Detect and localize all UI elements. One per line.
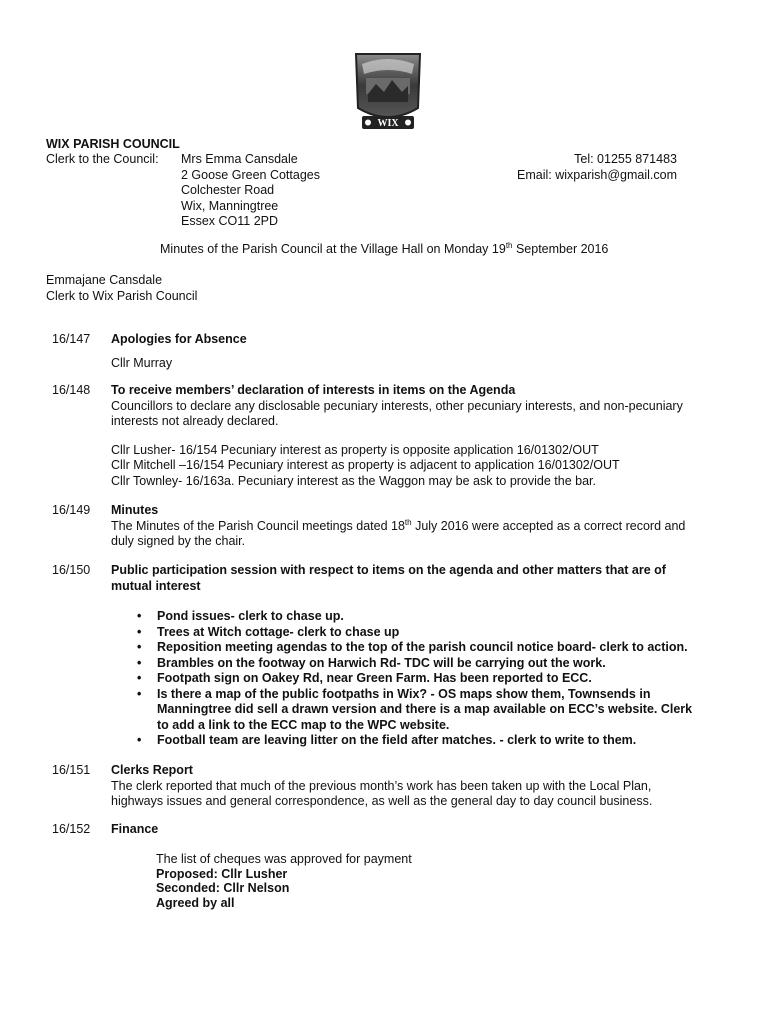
item-text-line: Councillors to declare any disclosable pecuniary interests, other pecuniary interests, and non-pecuniary	[111, 398, 683, 413]
item-text-line	[111, 519, 711, 535]
proposed-by: Proposed: Cllr Lusher	[156, 866, 288, 881]
interest-declaration: Cllr Townley- 16/163a. Pecuniary interest as the Waggon may be ask to provide the bar.	[111, 473, 596, 488]
crest-banner-text: WIX	[377, 118, 399, 129]
list-item	[137, 671, 717, 687]
list-item	[137, 640, 717, 656]
address-line: Essex CO11 2PD	[181, 214, 279, 228]
item-number: 16/150	[52, 563, 91, 577]
list-item-text: Reposition meeting agendas to the top of the parish council notice board- clerk to action.	[157, 640, 688, 654]
signoff-role: Clerk to Wix Parish Council	[46, 288, 198, 303]
item-heading: Apologies for Absence	[111, 332, 247, 346]
telephone: Tel: 01255 871483	[574, 152, 677, 166]
contact-details	[517, 152, 677, 183]
finance-text: The list of cheques was approved for payment	[156, 852, 412, 866]
list-item-text: Manningtree did sell a drawn version and there is a map available on ECC’s website. Clerk	[157, 702, 693, 716]
clerk-label: Clerk to the Council:	[46, 152, 159, 166]
item-number: 16/152	[52, 822, 91, 836]
list-item	[137, 625, 717, 641]
agreed-status: Agreed by all	[156, 895, 235, 910]
item-heading: Finance	[111, 822, 159, 836]
title-text: Minutes of the Parish Council at the Village Hall on Monday 19	[160, 242, 506, 256]
interest-declaration: Cllr Lusher- 16/154 Pecuniary interest as property is opposite application 16/01302/OUT	[111, 442, 599, 457]
item-number: 16/148	[52, 383, 91, 397]
item-number: 16/149	[52, 503, 91, 517]
signoff-name: Emmajane Cansdale	[46, 273, 163, 287]
list-item-text: Brambles on the footway on Harwich Rd- TDC will be carrying out the work.	[157, 655, 606, 670]
item-text-line: The clerk reported that much of the previous month’s work has been taken up with the Local Plan,	[111, 778, 652, 793]
clerk-address	[181, 152, 320, 230]
minutes-text-end: July 2016 were accepted as a correct record and	[411, 518, 686, 533]
item-heading: Clerks Report	[111, 763, 193, 777]
seconded-by: Seconded: Cllr Nelson	[156, 881, 290, 895]
title-text-end: September 2016	[512, 242, 609, 256]
finance-details	[156, 852, 656, 910]
date-superscript: th	[404, 517, 412, 527]
item-heading: Minutes	[111, 503, 159, 517]
wix-crest-logo	[352, 50, 424, 132]
interest-declaration: Cllr Mitchell –16/154 Pecuniary interest as property is adjacent to application 16/01302/OUT	[111, 458, 620, 472]
item-text-line: interests not already declared.	[111, 414, 279, 428]
list-item-text: Footpath sign on Oakey Rd, near Green Farm. Has been reported to ECC.	[157, 671, 592, 685]
list-item-text: Pond issues- clerk to chase up.	[157, 609, 344, 623]
address-line: Mrs Emma Cansdale	[181, 152, 298, 166]
public-participation-list	[137, 609, 717, 749]
email-link[interactable]: Email: wixparish@gmail.com	[517, 167, 677, 182]
minutes-text: The Minutes of the Parish Council meetings dated 18	[111, 518, 405, 533]
minutes-title	[160, 242, 608, 258]
list-item-text: Football team are leaving litter on the field after matches. - clerk to write to them.	[157, 733, 637, 747]
list-item	[137, 733, 717, 749]
item-text: Cllr Murray	[111, 355, 173, 370]
council-name: WIX PARISH COUNCIL	[46, 137, 180, 151]
item-number: 16/147	[52, 332, 91, 346]
list-item-text: to add a link to the ECC map to the WPC website.	[157, 717, 450, 732]
item-heading-line: Public participation session with respect to items on the agenda and other matters that are of	[111, 563, 666, 577]
list-item	[137, 609, 717, 625]
address-line: 2 Goose Green Cottages	[181, 167, 320, 182]
item-heading-line: mutual interest	[111, 578, 201, 593]
address-line: Wix, Manningtree	[181, 198, 279, 213]
signoff	[46, 273, 197, 304]
item-number: 16/151	[52, 763, 91, 777]
item-text-line: highways issues and general correspondence, as well as the general day to day council business.	[111, 794, 653, 808]
list-item	[137, 687, 717, 734]
list-item-text: • Is there a map of the public footpaths in Wix? - OS maps show them, Townsends in	[157, 686, 651, 701]
list-item-text: Trees at Witch cottage- clerk to chase up	[157, 624, 400, 639]
item-heading: To receive members’ declaration of interests in items on the Agenda	[111, 383, 516, 397]
address-line: Colchester Road	[181, 183, 275, 197]
list-item	[137, 656, 717, 672]
item-text-line: duly signed by the chair.	[111, 534, 246, 548]
title-superscript: th	[505, 240, 513, 250]
